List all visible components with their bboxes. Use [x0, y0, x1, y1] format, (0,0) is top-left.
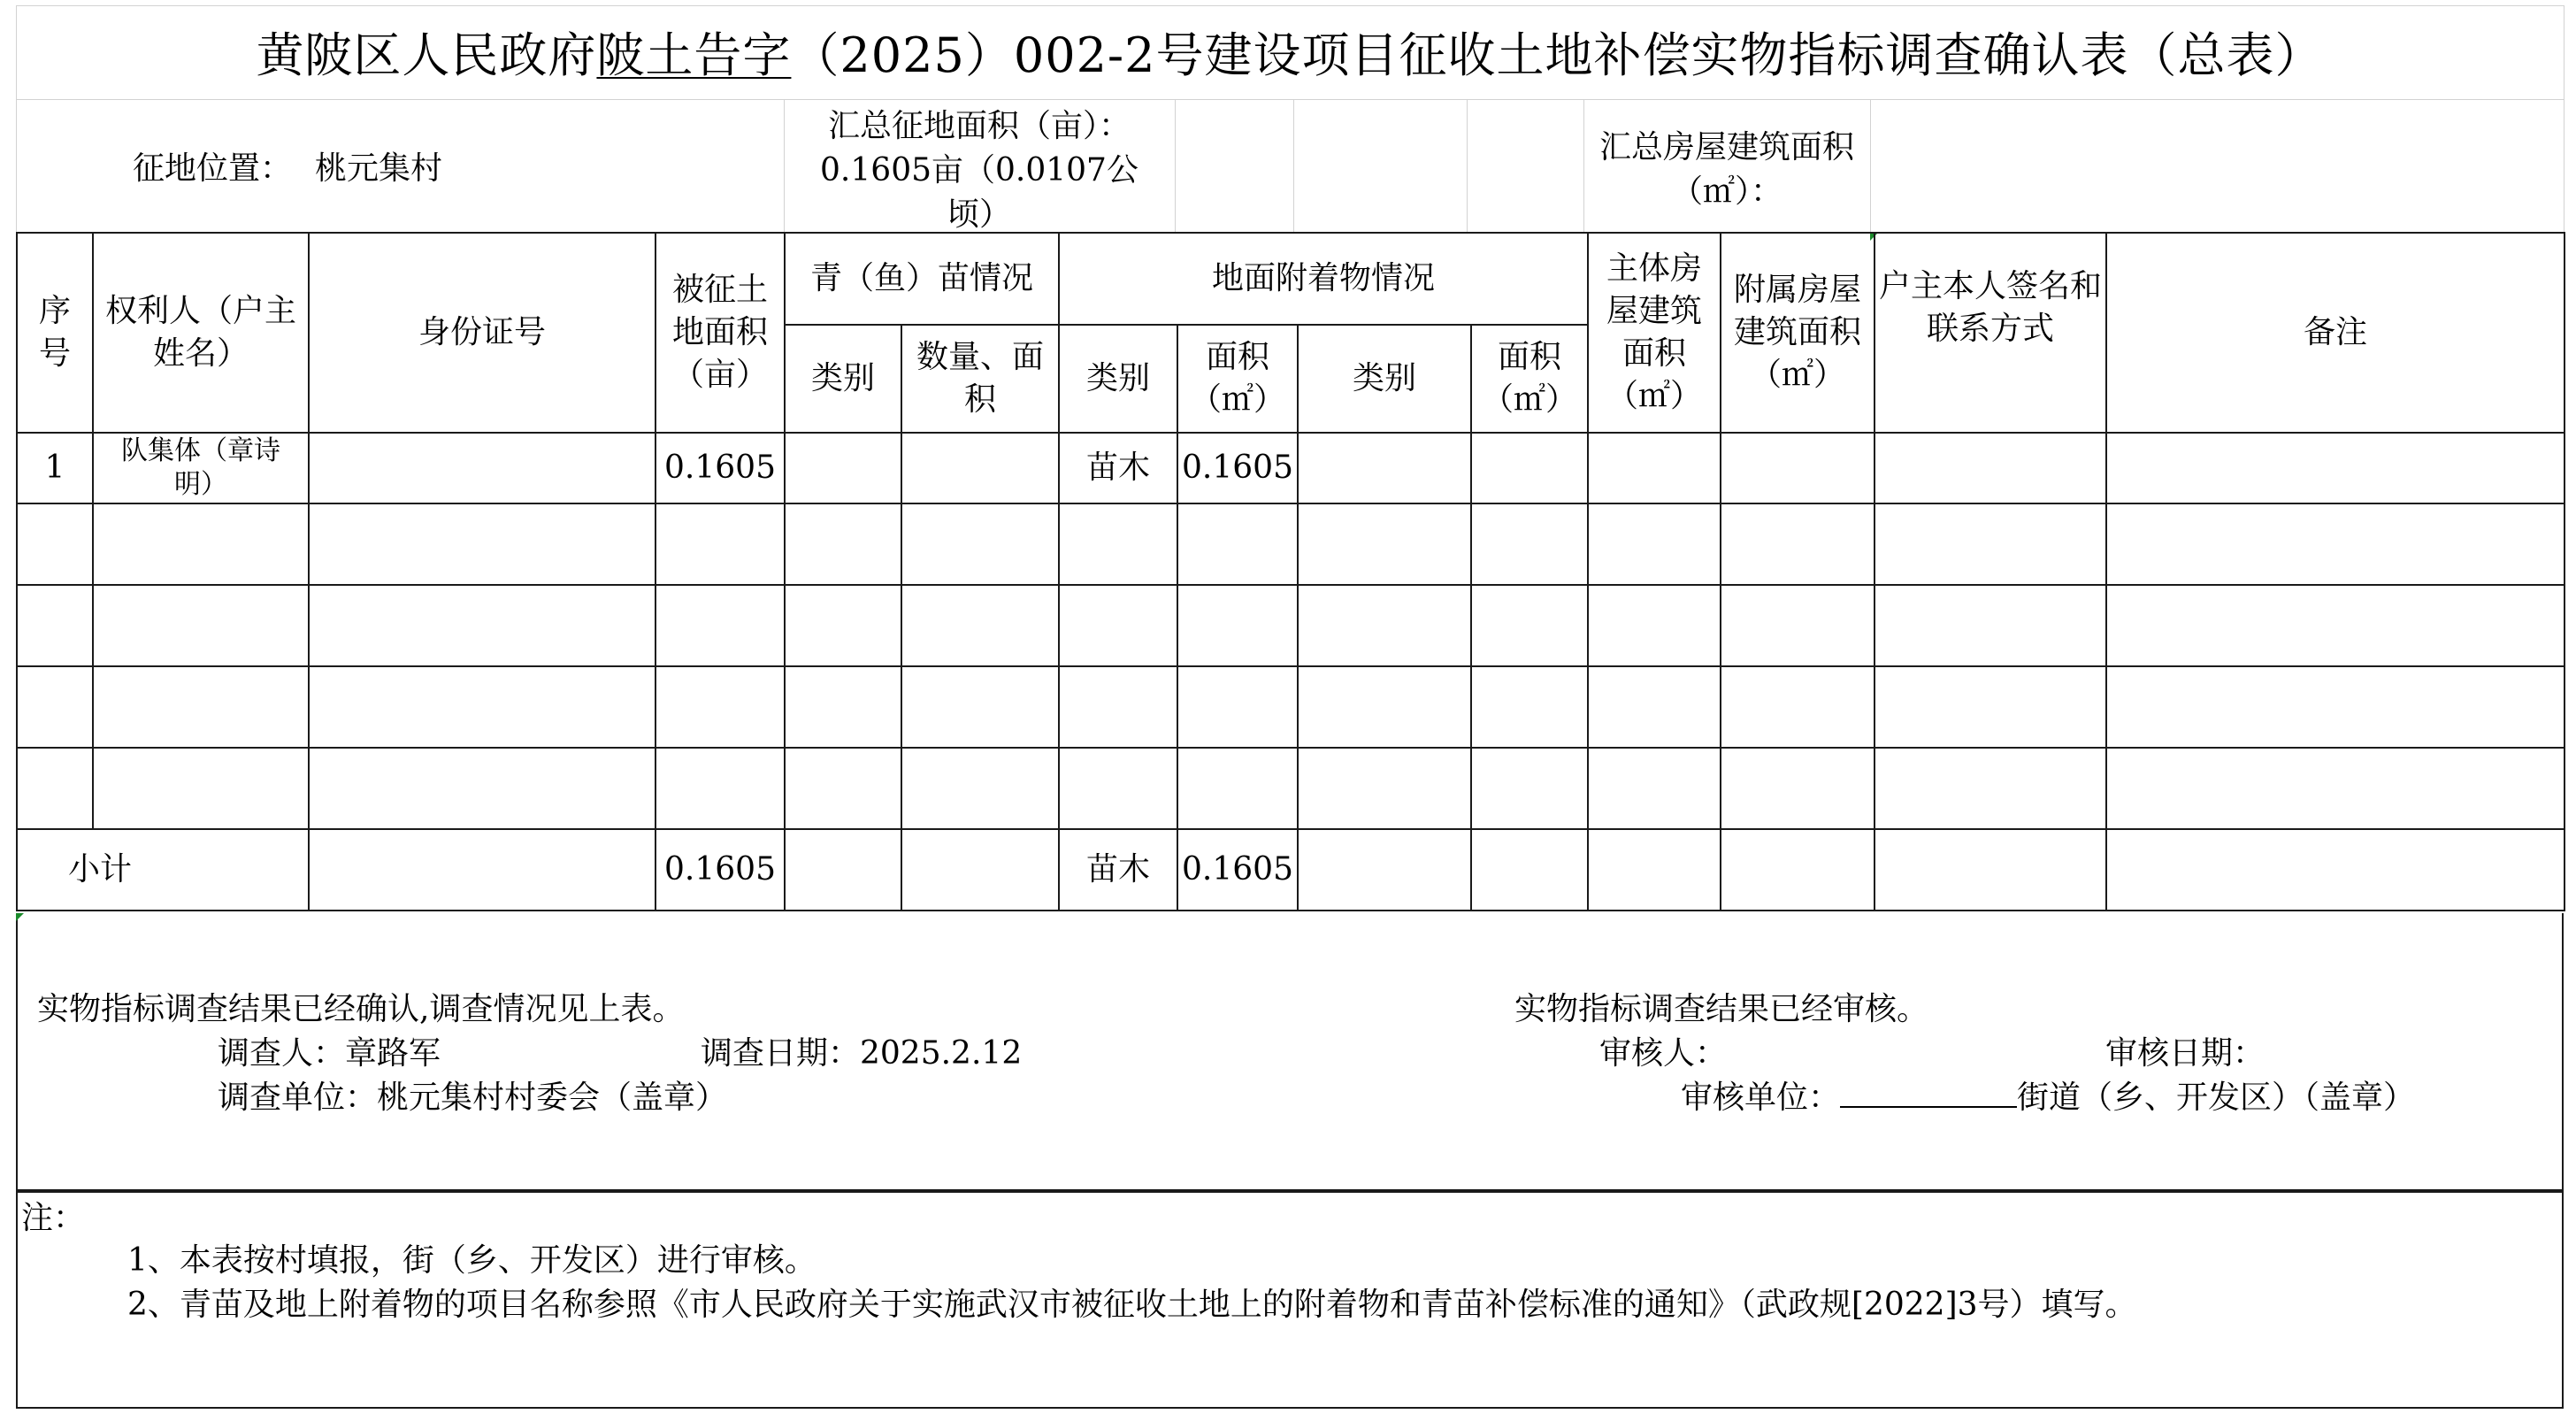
col-header-seedling: 青（鱼）苗情况: [785, 233, 1059, 325]
col-header-seedling-type: 类别: [785, 325, 901, 433]
col-header-attachment: 地面附着物情况: [1059, 233, 1588, 325]
col-header-owner: 权利人（户主姓名）: [93, 233, 309, 433]
col-header-signature: 户主本人签名和联系方式: [1874, 233, 2106, 433]
total-area-line2: 0.1605亩（0.0107公: [820, 152, 1138, 188]
survey-unit: 调查单位：桃元集村村委会（盖章）: [218, 1080, 728, 1116]
notes-heading: 注：: [21, 1200, 86, 1236]
total-area-line3: 顷）: [947, 196, 1011, 233]
survey-date: 调查日期：2025.2.12: [701, 1035, 1023, 1072]
title-suffix: （2025）002-2号建设项目征收土地补偿实物指标调查确认表（总表）: [791, 27, 2324, 83]
house-area-line2: （㎡）：: [1670, 173, 1782, 210]
col-header-remark: 备注: [2106, 233, 2564, 433]
location-label: 征地位置：: [133, 150, 293, 187]
cell-attach-type2: [1298, 433, 1471, 503]
title-underlined: 陂土告字: [596, 27, 792, 83]
col-header-attach-area1: 面积（㎡）: [1177, 325, 1298, 433]
review-unit-suffix: 街道（乡、开发区）（盖章）: [2017, 1080, 2416, 1116]
location-value: 桃元集村: [315, 150, 443, 187]
cell-attach-area2: [1471, 433, 1588, 503]
note-1: 1、本表按村填报，街（乡、开发区）进行审核。: [127, 1242, 816, 1279]
cell-main-house: [1588, 433, 1721, 503]
col-header-main-house: 主体房屋建筑面积（㎡）: [1588, 233, 1721, 433]
cell-attach-area1: 0.1605: [1177, 433, 1298, 503]
table-row: [17, 748, 2564, 829]
grid-line: [16, 5, 2564, 6]
grid-line: [1467, 99, 1468, 232]
review-unit-blank: [1840, 1076, 2017, 1108]
house-area-line1: 汇总房屋建筑面积: [1598, 129, 1854, 165]
confirm-statement: 实物指标调查结果已经确认,调查情况见上表。: [37, 991, 685, 1027]
cell-comment-marker: [16, 913, 24, 921]
col-header-seedling-qty: 数量、面积: [901, 325, 1059, 433]
grid-line: [16, 5, 17, 232]
reviewer: 审核人：: [1599, 1035, 1728, 1072]
cell-seedling-qty: [901, 433, 1059, 503]
col-header-attach-type2: 类别: [1298, 325, 1471, 433]
page-title: [16, 5, 2564, 97]
subtotal-land-area: 0.1605: [656, 829, 785, 911]
grid-line: [16, 99, 2564, 100]
col-header-aux-house: 附属房屋建筑面积（㎡）: [1721, 233, 1874, 433]
table-row: [17, 503, 2564, 585]
cell-owner: 队集体（章诗明）: [93, 433, 309, 503]
grid-line: [1175, 99, 1176, 232]
cell-id: [309, 433, 656, 503]
subtotal-attach-type1: 苗木: [1059, 829, 1177, 911]
cell-remark: [2106, 433, 2564, 503]
review-statement: 实物指标调查结果已经审核。: [1514, 991, 1929, 1027]
table-row: [17, 666, 2564, 748]
note-2: 2、青苗及地上附着物的项目名称参照《市人民政府关于实施武汉市被征收土地上的附着物和青苗补偿标准的通知》（武政规[2022]3号）填写。: [127, 1287, 2137, 1323]
subtotal-row: [17, 829, 2564, 911]
col-header-id: 身份证号: [309, 233, 656, 433]
col-header-land-area: 被征土地面积（亩）: [656, 233, 785, 433]
total-area-line1: 汇总征地面积（亩）：: [827, 108, 1131, 144]
cell-seq: 1: [17, 433, 93, 503]
cell-land-area: 0.1605: [656, 433, 785, 503]
title-prefix: 黄陂区人民政府: [256, 27, 597, 83]
cell-attach-type1: 苗木: [1059, 433, 1177, 503]
survey-table: [16, 232, 2565, 911]
grid-line: [1870, 99, 1871, 232]
col-header-seq: 序号: [17, 233, 93, 433]
subtotal-attach-area1: 0.1605: [1177, 829, 1298, 911]
col-header-attach-area2: 面积（㎡）: [1471, 325, 1588, 433]
review-unit: [1681, 1076, 2415, 1120]
table-row: [17, 433, 2564, 503]
cell-seedling-type: [785, 433, 901, 503]
subtotal-label: 小计: [17, 829, 309, 911]
review-date: 审核日期：: [2105, 1035, 2266, 1072]
cell-aux-house: [1721, 433, 1874, 503]
cell-signature: [1874, 433, 2106, 503]
col-header-attach-type1: 类别: [1059, 325, 1177, 433]
investigator: 调查人：章路军: [218, 1035, 441, 1072]
review-unit-label: 审核单位：: [1681, 1080, 1841, 1116]
table-row: [17, 585, 2564, 666]
grid-line: [1293, 99, 1294, 232]
